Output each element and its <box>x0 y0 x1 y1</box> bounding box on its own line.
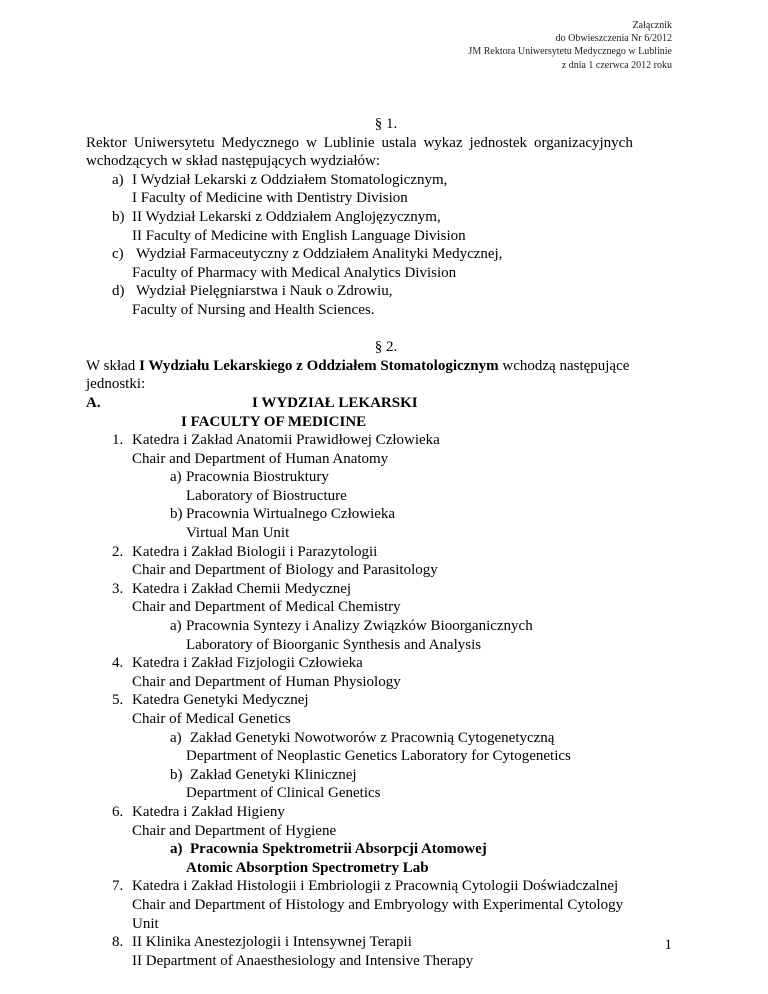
unit-number: 1. <box>112 432 124 449</box>
subunit-name-pl: Zakład Genetyki Nowotworów z Pracownią Cytogenetyczną <box>190 729 555 746</box>
subunit-label: b) <box>170 506 183 523</box>
subunit-label: b) <box>170 766 183 783</box>
subunit-name-en: Atomic Absorption Spectrometry Lab <box>186 859 429 876</box>
subunit-label: a) <box>170 469 182 486</box>
intro-text: wchodzą następujące <box>498 357 630 374</box>
intro-text: W skład <box>86 357 140 374</box>
section-2-intro <box>86 357 686 376</box>
unit-2 <box>86 543 686 562</box>
section-2-mark: § 2. <box>374 339 398 356</box>
header-line-4: z dnia 1 czerwca 2012 roku <box>561 59 672 71</box>
faculty-item-b <box>86 208 686 227</box>
subunit-6a <box>86 840 686 859</box>
faculty-name-en: Faculty of Nursing and Health Sciences. <box>132 301 375 318</box>
unit-number: 6. <box>112 803 124 820</box>
subunit-1b <box>86 505 686 524</box>
unit-name-en: Chair and Department of Medical Chemistry <box>132 599 401 616</box>
faculty-name-pl: II Wydział Lekarski z Oddziałem Anglojęzycznym, <box>132 208 441 225</box>
faculty-item-d <box>86 282 686 301</box>
faculty-item-a <box>86 171 686 190</box>
faculty-name-en: I Faculty of Medicine with Dentistry Division <box>132 190 408 207</box>
unit-name-en-cont: Unit <box>132 915 159 932</box>
faculty-name-pl: I Wydział Lekarski z Oddziałem Stomatologicznym, <box>132 171 448 188</box>
subunit-label: a) <box>170 841 183 858</box>
subunit-name-pl: Pracownia Wirtualnego Człowieka <box>186 506 396 523</box>
header-line-3: JM Rektora Uniwersytetu Medycznego w Lublinie <box>468 46 672 58</box>
unit-number: 7. <box>112 878 124 895</box>
subunit-name-pl: Pracownia Biostruktury <box>186 469 329 486</box>
subunit-3a <box>86 617 686 636</box>
item-label: a) <box>112 171 124 188</box>
unit-name-en: Chair and Department of Histology and Embryology with Experimental Cytology <box>132 896 624 913</box>
section-1-intro-line-2: wchodzących w skład następujących wydziałów: <box>86 153 381 170</box>
unit-number: 4. <box>112 655 124 672</box>
unit-name-pl: Katedra i Zakład Anatomii Prawidłowej Człowieka <box>132 432 440 449</box>
unit-name-pl: Katedra i Zakład Higieny <box>132 803 285 820</box>
unit-name-en: Chair and Department of Human Physiology <box>132 673 401 690</box>
unit-number: 2. <box>112 543 124 560</box>
unit-8 <box>86 933 686 952</box>
subunit-name-pl: Pracownia Syntezy i Analizy Związków Bioorganicznych <box>186 618 533 635</box>
unit-name-pl: Katedra Genetyki Medycznej <box>132 692 309 709</box>
faculty-name-en: Faculty of Pharmacy with Medical Analytics Division <box>132 264 457 281</box>
faculty-name-bold: I Wydziału Lekarskiego z Oddziałem Stomatologicznym <box>139 357 499 374</box>
subunit-name-pl: Pracownia Spektrometrii Absorpcji Atomowej <box>190 841 487 858</box>
unit-1 <box>86 431 686 450</box>
item-label: b) <box>112 208 125 225</box>
faculty-item-c <box>86 245 686 264</box>
subunit-name-en: Laboratory of Biostructure <box>186 487 347 504</box>
subunit-name-en: Department of Neoplastic Genetics Laboratory for Cytogenetics <box>186 748 571 765</box>
unit-number: 8. <box>112 934 124 951</box>
section-letter: A. <box>86 394 101 411</box>
faculty-name-pl: Wydział Farmaceutyczny z Oddziałem Analityki Medycznej, <box>136 246 503 263</box>
unit-name-pl: II Klinika Anestezjologii i Intensywnej Terapii <box>132 934 412 951</box>
faculty-name-en: II Faculty of Medicine with English Language Division <box>132 227 466 244</box>
unit-7 <box>86 877 686 896</box>
unit-name-pl: Katedra i Zakład Histologii i Embriologii z Pracownią Cytologii Doświadczalnej <box>132 878 619 895</box>
unit-name-en: II Department of Anaesthesiology and Intensive Therapy <box>132 952 474 969</box>
document-header <box>468 19 672 72</box>
unit-name-en: Chair and Department of Biology and Parasitology <box>132 562 438 579</box>
subunit-name-en: Laboratory of Bioorganic Synthesis and Analysis <box>186 636 482 653</box>
subunit-5b <box>86 766 686 785</box>
section-1-intro-line-1: Rektor Uniwersytetu Medycznego w Lublinie ustala wykaz jednostek organizacyjnych <box>86 134 633 151</box>
document-body <box>86 115 686 970</box>
item-label: c) <box>112 246 124 263</box>
unit-name-pl: Katedra i Zakład Chemii Medycznej <box>132 580 352 597</box>
subunit-label: a) <box>170 729 182 746</box>
section-2-intro-line-2: jednostki: <box>86 376 146 393</box>
subunit-1a <box>86 468 686 487</box>
unit-5 <box>86 691 686 710</box>
unit-name-en: Chair and Department of Hygiene <box>132 822 337 839</box>
section-1-mark: § 1. <box>374 116 398 132</box>
unit-number: 3. <box>112 580 124 597</box>
faculty-name-pl: Wydział Pielęgniarstwa i Nauk o Zdrowiu, <box>136 283 393 300</box>
item-label: d) <box>112 283 125 300</box>
header-line-1: Załącznik <box>632 20 672 31</box>
unit-4 <box>86 654 686 673</box>
subunit-name-en: Virtual Man Unit <box>186 525 290 542</box>
unit-3 <box>86 580 686 599</box>
page-number: 1 <box>664 937 672 953</box>
unit-name-en: Chair of Medical Genetics <box>132 711 291 727</box>
header-line-2: do Obwieszczenia Nr 6/2012 <box>555 33 672 45</box>
subunit-label: a) <box>170 618 182 635</box>
section-title-en: I FACULTY OF MEDICINE <box>181 413 367 430</box>
subunit-name-pl: Zakład Genetyki Klinicznej <box>190 766 357 783</box>
unit-name-pl: Katedra i Zakład Fizjologii Człowieka <box>132 655 363 672</box>
unit-6 <box>86 803 686 822</box>
unit-name-en: Chair and Department of Human Anatomy <box>132 450 389 467</box>
subunit-5a <box>86 729 686 748</box>
section-title: I WYDZIAŁ LEKARSKI <box>252 394 418 411</box>
subunit-name-en: Department of Clinical Genetics <box>186 785 381 802</box>
section-a-heading <box>86 394 686 413</box>
unit-number: 5. <box>112 692 124 709</box>
unit-name-pl: Katedra i Zakład Biologii i Parazytologii <box>132 543 378 560</box>
